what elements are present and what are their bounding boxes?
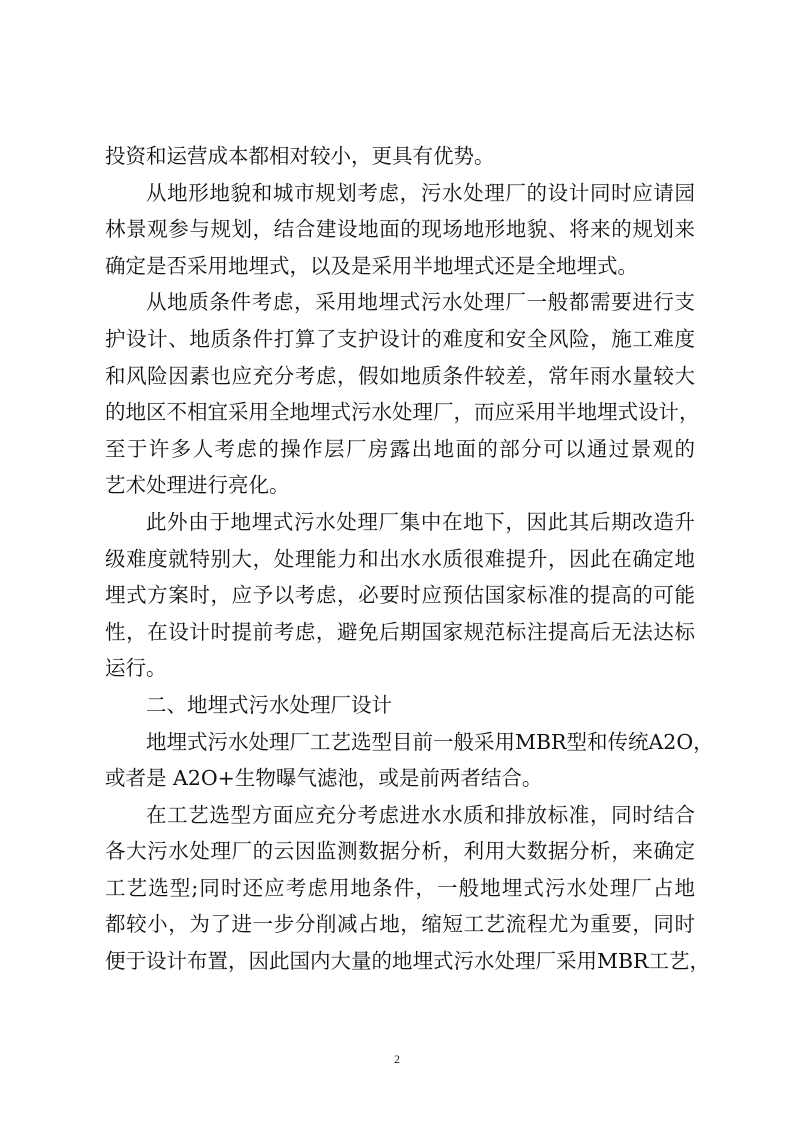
section-heading	[105, 687, 695, 724]
text-line: 地埋式污水处理厂工艺选型目前一般采用MBR型和传统A2O，	[146, 729, 714, 754]
body-text	[105, 138, 714, 980]
text-line: 运行。	[105, 656, 167, 681]
text-line: 确定是否采用地埋式，以及是采用半地埋式还是全地埋式。	[105, 253, 638, 278]
text-line: 性，在设计时提前考虑，避免后期国家规范标注提高后无法达标	[105, 619, 695, 644]
text-line: 从地质条件考虑，采用地埋式污水处理厂一般都需要进行支	[146, 290, 695, 315]
paragraph	[105, 724, 714, 797]
text-line: 埋式方案时，应予以考虑，必要时应预估国家标准的提高的可能	[105, 583, 695, 608]
paragraph	[105, 504, 695, 687]
text-line: 二、地埋式污水处理厂设计	[146, 692, 392, 717]
text-line: 至于许多人考虑的操作层厂房露出地面的部分可以通过景观的	[105, 436, 695, 461]
text-line: 便于设计布置，因此国内大量的地埋式污水处理厂采用MBR工艺，	[105, 949, 710, 974]
text-line: 的地区不相宜采用全地埋式污水处理厂，而应采用半地埋式设计，	[105, 400, 700, 425]
text-line: 艺术处理进行亮化。	[105, 473, 290, 498]
text-line: 级难度就特别大，处理能力和出水水质很难提升，因此在确定地	[105, 546, 695, 571]
paragraph	[105, 175, 695, 285]
text-line: 各大污水处理厂的云因监测数据分析，利用大数据分析，来确定	[105, 839, 695, 864]
paragraph	[105, 284, 700, 504]
text-line: 此外由于地埋式污水处理厂集中在地下，因此其后期改造升	[146, 509, 695, 534]
text-line: 都较小，为了进一步分削减占地，缩短工艺流程尤为重要，同时	[105, 912, 695, 937]
text-line: 工艺选型;同时还应考虑用地条件，一般地埋式污水处理厂占地	[105, 875, 695, 900]
text-line: 或者是 A2O+生物曝气滤池，或是前两者结合。	[105, 766, 543, 791]
text-line: 投资和运营成本都相对较小，更具有优势。	[105, 144, 495, 168]
text-line: 护设计、地质条件打算了支护设计的难度和安全风险，施工难度	[105, 326, 695, 351]
paragraph	[105, 797, 710, 980]
text-line: 在工艺选型方面应充分考虑进水水质和排放标准，同时结合	[146, 802, 695, 827]
text-line: 林景观参与规划，结合建设地面的现场地形地貌、将来的规划来	[105, 217, 695, 242]
text-line: 从地形地貌和城市规划考虑，污水处理厂的设计同时应请园	[146, 180, 695, 205]
page-number: 2	[394, 1052, 400, 1066]
paragraph	[105, 138, 695, 175]
text-line: 和风险因素也应充分考虑，假如地质条件较差，常年雨水量较大	[105, 363, 695, 388]
